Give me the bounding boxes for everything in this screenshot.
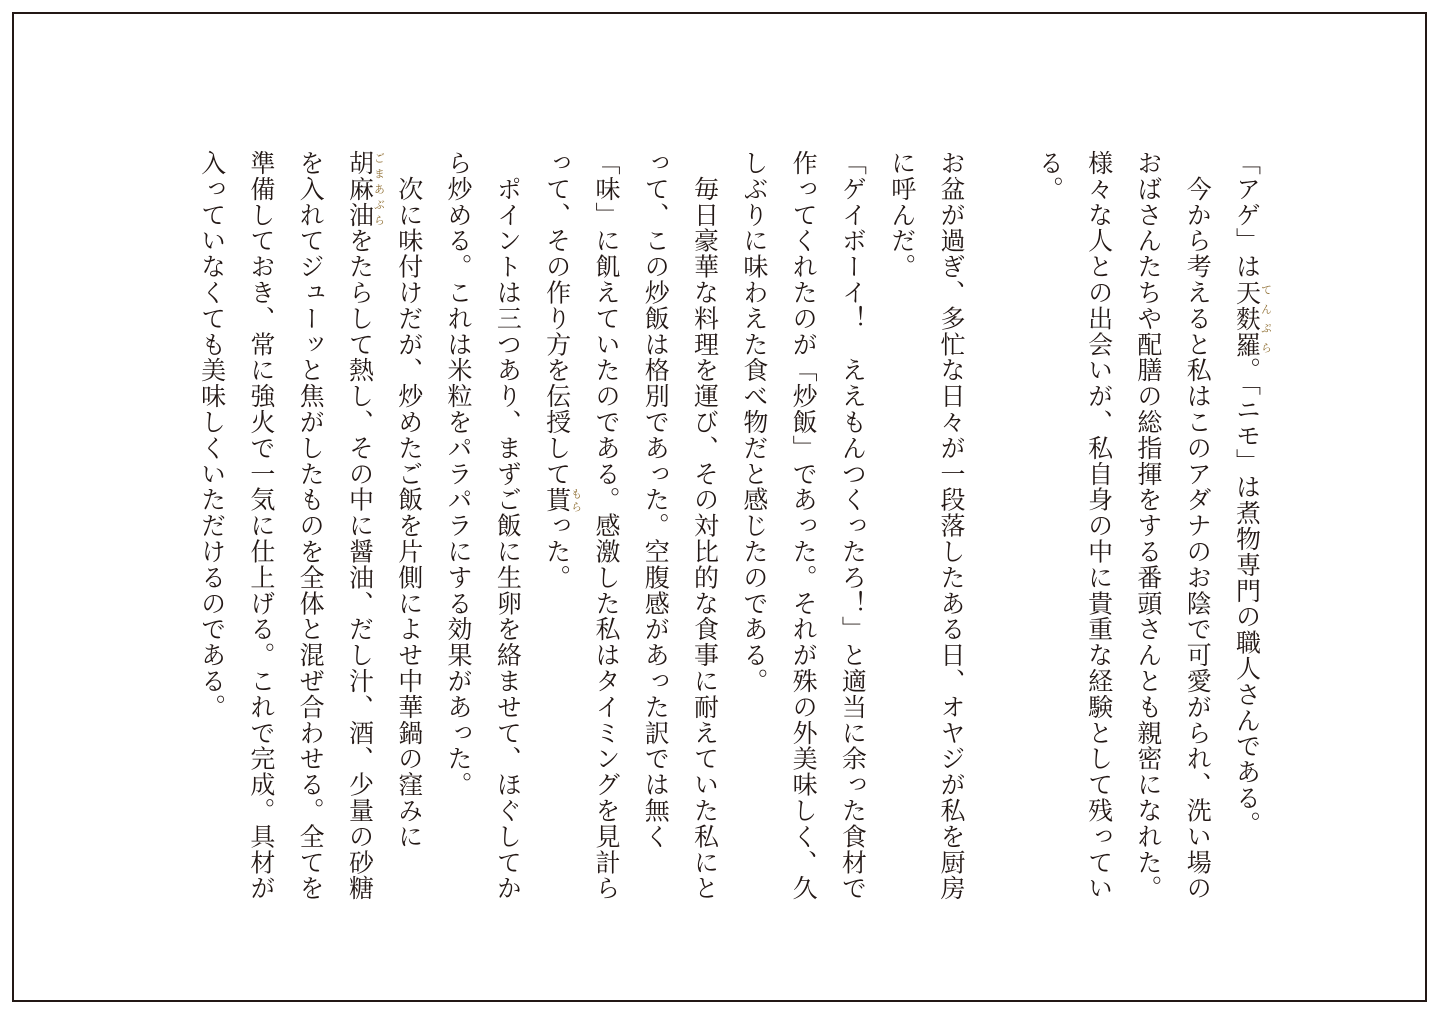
paragraph-2-text: 今から考えると私はこのアダナのお陰で可愛がられ、洗い場のおばさんたちや配膳の総指揮をする番頭さんとも親密になれた。様々な人との出会いが、私自身の中に貴重な経験として残っている。 [1035,150,1213,902]
paragraph-7 [187,150,433,910]
paragraph-4 [730,150,878,910]
paragraph-1-text-b: 。「ニモ」は煮物専門の職人さんである。 [1232,357,1262,837]
paragraph-7-text-a: 次に味付けだが、炒めたご飯を片側によせ中華鍋の窪みに [394,150,424,850]
ruby-tenpura-reading: てんぷら [1259,279,1273,358]
ruby-gomaabura-reading: ごまあぶら [372,150,386,228]
paragraph-5-text-end: った。 [542,512,572,591]
paragraph-6-text: ポイントは三つあり、まずご飯に生卵を絡ませて、ほぐしてから炒める。これは米粒をパラパラにする効果があった。 [444,150,523,902]
ruby-morau-base: 貰 [542,486,572,513]
paragraph-1 [1222,150,1272,910]
paragraph-3-text: お盆が過ぎ、多忙な日々が一段落したある日、オヤジが私を厨房に呼んだ。 [887,150,967,902]
ruby-morau-reading: もら [569,486,583,513]
vertical-text-body [187,150,1272,910]
ruby-morau [542,486,583,513]
ruby-tenpura [1232,279,1273,358]
ruby-gomaabura-base-abura: 油 [345,201,375,228]
ruby-gomaabura-base-goma: 胡麻 [345,150,375,202]
paragraph-6 [434,150,533,910]
ruby-tenpura-base: 天麩羅 [1232,279,1262,358]
paragraph-1-text-a: 「アゲ」は [1232,150,1262,280]
paragraph-2 [1025,150,1222,910]
paragraph-4-text: 「ゲイボーイ！ ええもんつくったろ！」と適当に余った食材で作ってくれたのが「炒飯」であった。それが殊の外美味しく、久しぶりに味わえた食べ物だと感じたのである。 [739,150,868,902]
ruby-gomaabura [345,150,386,228]
paragraph-3 [877,150,976,910]
paragraph-5 [532,150,729,910]
paragraph-5-text: 毎日豪華な料理を運び、その対比的な食事に耐えていた私にとって、この炒飯は格別であった。空腹感があった訳では無く「味」に飢えていたのである。感激した私はタイミングを見計らって、その作り方を伝授して [542,150,720,902]
paragraph-7-text-b: をたらして熱し、その中に醤油、だし汁、酒、少量の砂糖を入れてジューッと焦がしたものを全体と混ぜ合わせる。全てを準備しておき、常に強火で一気に仕上げる。これで完成。具材が入っていなくても美味しくいただけるのである。 [197,150,375,902]
